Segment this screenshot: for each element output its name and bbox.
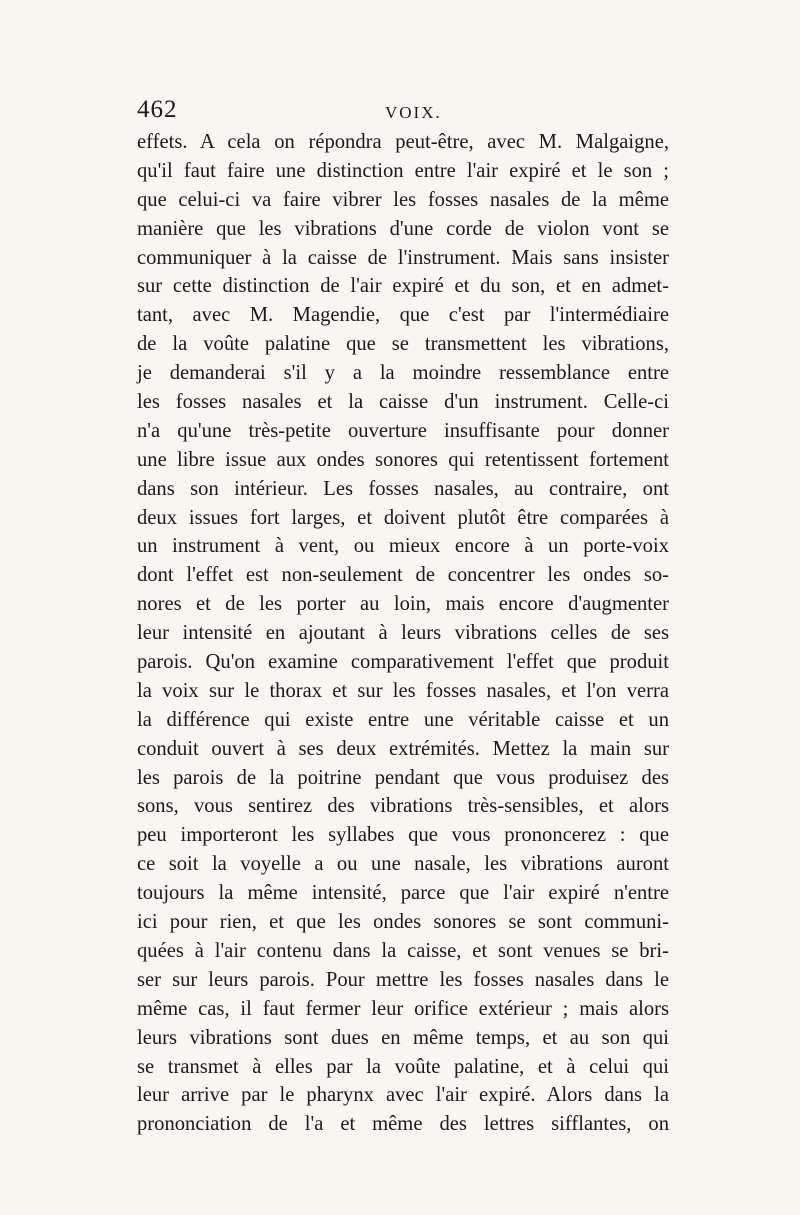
running-title: VOIX. — [385, 103, 442, 122]
text-line: je demanderai s'il y a la moindre ressemblance entre — [137, 362, 669, 385]
page-header — [137, 96, 669, 126]
text-line: parois. Qu'on examine comparativement l'effet que produit — [137, 651, 669, 674]
page-number: 462 — [137, 96, 178, 123]
text-line: une libre issue aux ondes sonores qui retentissent fortement — [137, 448, 669, 471]
text-line: nores et de les porter au loin, mais encore d'augmenter — [137, 593, 669, 616]
text-line: toujours la même intensité, parce que l'air expiré n'entre — [137, 882, 669, 905]
text-line: de la voûte palatine que se transmettent les vibrations, — [137, 333, 669, 356]
text-line: peu importeront les syllabes que vous prononcerez : que — [137, 824, 669, 847]
text-line: communiquer à la caisse de l'instrument. Mais sans insister — [137, 246, 669, 269]
text-line: qu'il faut faire une distinction entre l'air expiré et le son ; — [137, 159, 669, 182]
text-line: deux issues fort larges, et doivent plutôt être comparées à — [137, 506, 669, 529]
text-line: ce soit la voyelle a ou une nasale, les vibrations auront — [137, 853, 669, 876]
body-text — [137, 128, 669, 1139]
text-line: leur arrive par le pharynx avec l'air expiré. Alors dans la — [137, 1084, 669, 1107]
text-line: leur intensité en ajoutant à leurs vibrations celles de ses — [137, 622, 669, 645]
text-line: dont l'effet est non-seulement de concentrer les ondes so- — [137, 564, 669, 587]
text-line: effets. A cela on répondra peut-être, avec M. Malgaigne, — [137, 131, 669, 153]
text-line: un instrument à vent, ou mieux encore à un porte-voix — [137, 535, 669, 558]
text-line: prononciation de l'a et même des lettres sifflantes, on — [137, 1113, 669, 1136]
text-line: se transmet à elles par la voûte palatine, et à celui qui — [137, 1055, 669, 1078]
text-line: sur cette distinction de l'air expiré et du son, et en admet- — [137, 275, 669, 298]
text-line: ici pour rien, et que les ondes sonores se sont communi- — [137, 911, 669, 934]
text-line: les fosses nasales et la caisse d'un instrument. Celle-ci — [137, 391, 669, 414]
text-line: n'a qu'une très-petite ouverture insuffisante pour donner — [137, 419, 669, 442]
text-line: quées à l'air contenu dans la caisse, et sont venues se bri- — [137, 939, 669, 962]
text-line: la voix sur le thorax et sur les fosses nasales, et l'on verra — [137, 679, 669, 702]
text-line: manière que les vibrations d'une corde de violon vont se — [137, 217, 669, 240]
text-line: sons, vous sentirez des vibrations très-sensibles, et alors — [137, 795, 669, 818]
text-line: la différence qui existe entre une véritable caisse et un — [137, 708, 669, 731]
text-line: leurs vibrations sont dues en même temps, et au son qui — [137, 1026, 669, 1049]
text-line: même cas, il faut fermer leur orifice extérieur ; mais alors — [137, 997, 669, 1020]
text-line: que celui-ci va faire vibrer les fosses nasales de la même — [137, 188, 669, 211]
text-line: tant, avec M. Magendie, que c'est par l'intermédiaire — [137, 304, 669, 327]
text-line: les parois de la poitrine pendant que vous produisez des — [137, 766, 669, 789]
text-line: dans son intérieur. Les fosses nasales, au contraire, ont — [137, 477, 669, 500]
text-line: ser sur leurs parois. Pour mettre les fosses nasales dans le — [137, 968, 669, 991]
text-line: conduit ouvert à ses deux extrémités. Mettez la main sur — [137, 737, 669, 760]
